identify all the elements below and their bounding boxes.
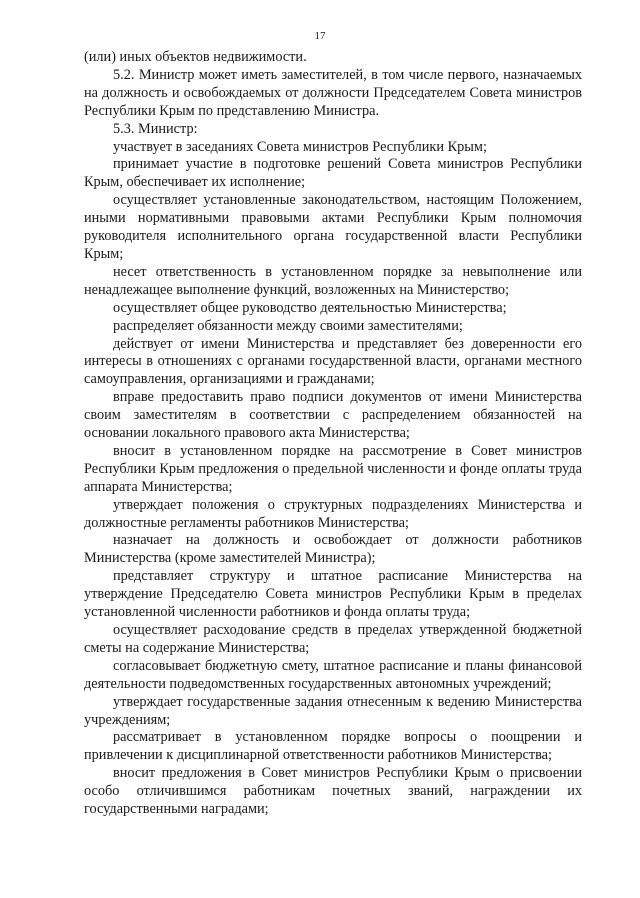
list-item: согласовывает бюджетную смету, штатное расписание и планы финансовой деятельности подведомственных государственных автономных учреждений; [84, 657, 582, 692]
list-item: вносит предложения в Совет министров Республики Крым о присвоении особо отличившимся работникам почетных званий, награждении их государственными наградами; [84, 765, 582, 818]
list-item: осуществляет расходование средств в пределах утвержденной бюджетной сметы на содержание Министерства; [84, 622, 582, 656]
list-item: распределяет обязанности между своими заместителями; [113, 317, 463, 334]
list-item: утверждает государственные задания отнесенным к ведению Министерства учреждениям; [84, 693, 582, 728]
paragraph-5-2: 5.2. Министр может иметь заместителей, в том числе первого, назначаемых на должность и освобождаемых от должности Председателем Совета министров Республики Крым по представлению Министра. [84, 66, 582, 119]
document-body [84, 49, 582, 819]
list-item: принимает участие в подготовке решений Совета министров Республики Крым, обеспечивает их исполнение; [84, 156, 582, 191]
list-item: утверждает положения о структурных подразделениях Министерства и должностные регламенты работников Министерства; [84, 496, 582, 531]
list-item: осуществляет общее руководство деятельностью Министерства; [113, 299, 507, 316]
page-number: 17 [314, 30, 326, 42]
list-item: действует от имени Министерства и представляет без доверенности его интересы в отношениях с органами государственной власти, органами местного самоуправления, организациями и гражданами; [84, 335, 582, 388]
list-item: вносит в установленном порядке на рассмотрение в Совет министров Республики Крым предложения о предельной численности и фонде оплаты труда аппарата Министерства; [84, 442, 582, 495]
list-item: несет ответственность в установленном порядке за невыполнение или ненадлежащее выполнение функций, возложенных на Министерство; [84, 263, 582, 298]
list-item: осуществляет установленные законодательством, настоящим Положением, иными нормативными правовыми актами Республики Крым полномочия руководителя исполнительного органа государственной власти Республики Крым; [84, 192, 582, 262]
list-item: участвует в заседаниях Совета министров Республики Крым; [113, 138, 487, 155]
paragraph-5-3: 5.3. Министр: [113, 120, 198, 137]
list-item: представляет структуру и штатное расписание Министерства на утверждение Председателю Совета министров Республики Крым в пределах установленной численности работников и фонда оплаты труда; [84, 568, 582, 621]
list-item: назначает на должность и освобождает от должности работников Министерства (кроме заместителей Министра); [84, 532, 582, 567]
list-item: вправе предоставить право подписи документов от имени Министерства своим заместителям в соответствии с распределением обязанностей на основании локального правового акта Министерства; [84, 389, 582, 442]
list-item: рассматривает в установленном порядке вопросы о поощрении и привлечении к дисциплинарной ответственности работников Министерства; [84, 729, 582, 764]
paragraph-continuation: (или) иных объектов недвижимости. [84, 49, 307, 65]
